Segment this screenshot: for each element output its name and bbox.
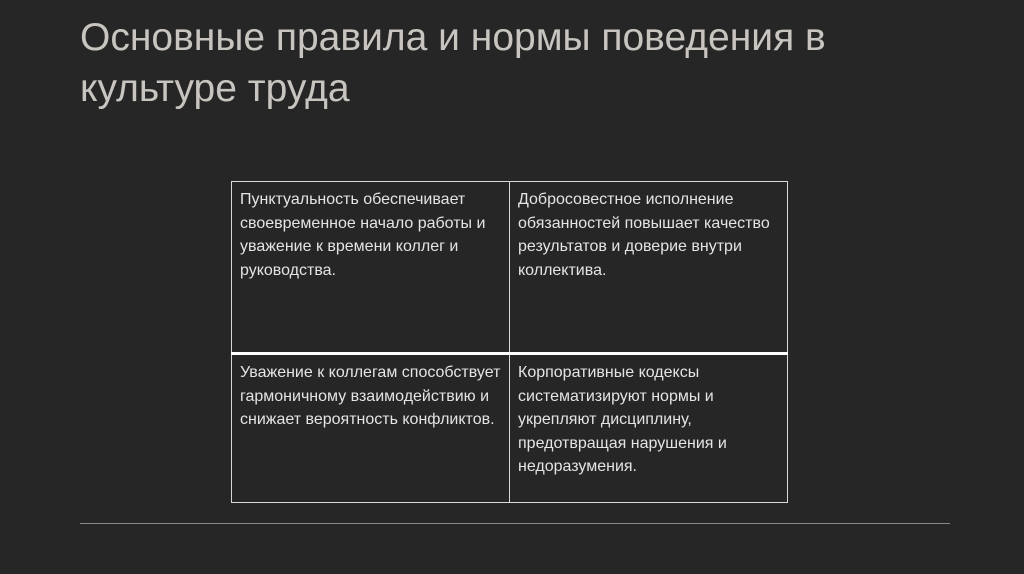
table-row (232, 182, 788, 354)
table-cell-diligence: Добросовестное исполнение обязанностей повышает качество результатов и доверие внутри коллектива. (510, 182, 788, 354)
footer-divider (80, 523, 950, 524)
table-cell-punctuality: Пунктуальность обеспечивает своевременное начало работы и уважение к времени коллег и руководства. (232, 182, 510, 354)
table-row (232, 354, 788, 503)
norms-table (231, 181, 788, 503)
table-cell-codes: Корпоративные кодексы систематизируют нормы и укрепляют дисциплину, предотвращая нарушения и недоразумения. (510, 354, 788, 503)
table-cell-respect: Уважение к коллегам способствует гармоничному взаимодействию и снижает вероятность конфликтов. (232, 354, 510, 503)
slide-title: Основные правила и нормы поведения в культуре труда (80, 16, 826, 110)
